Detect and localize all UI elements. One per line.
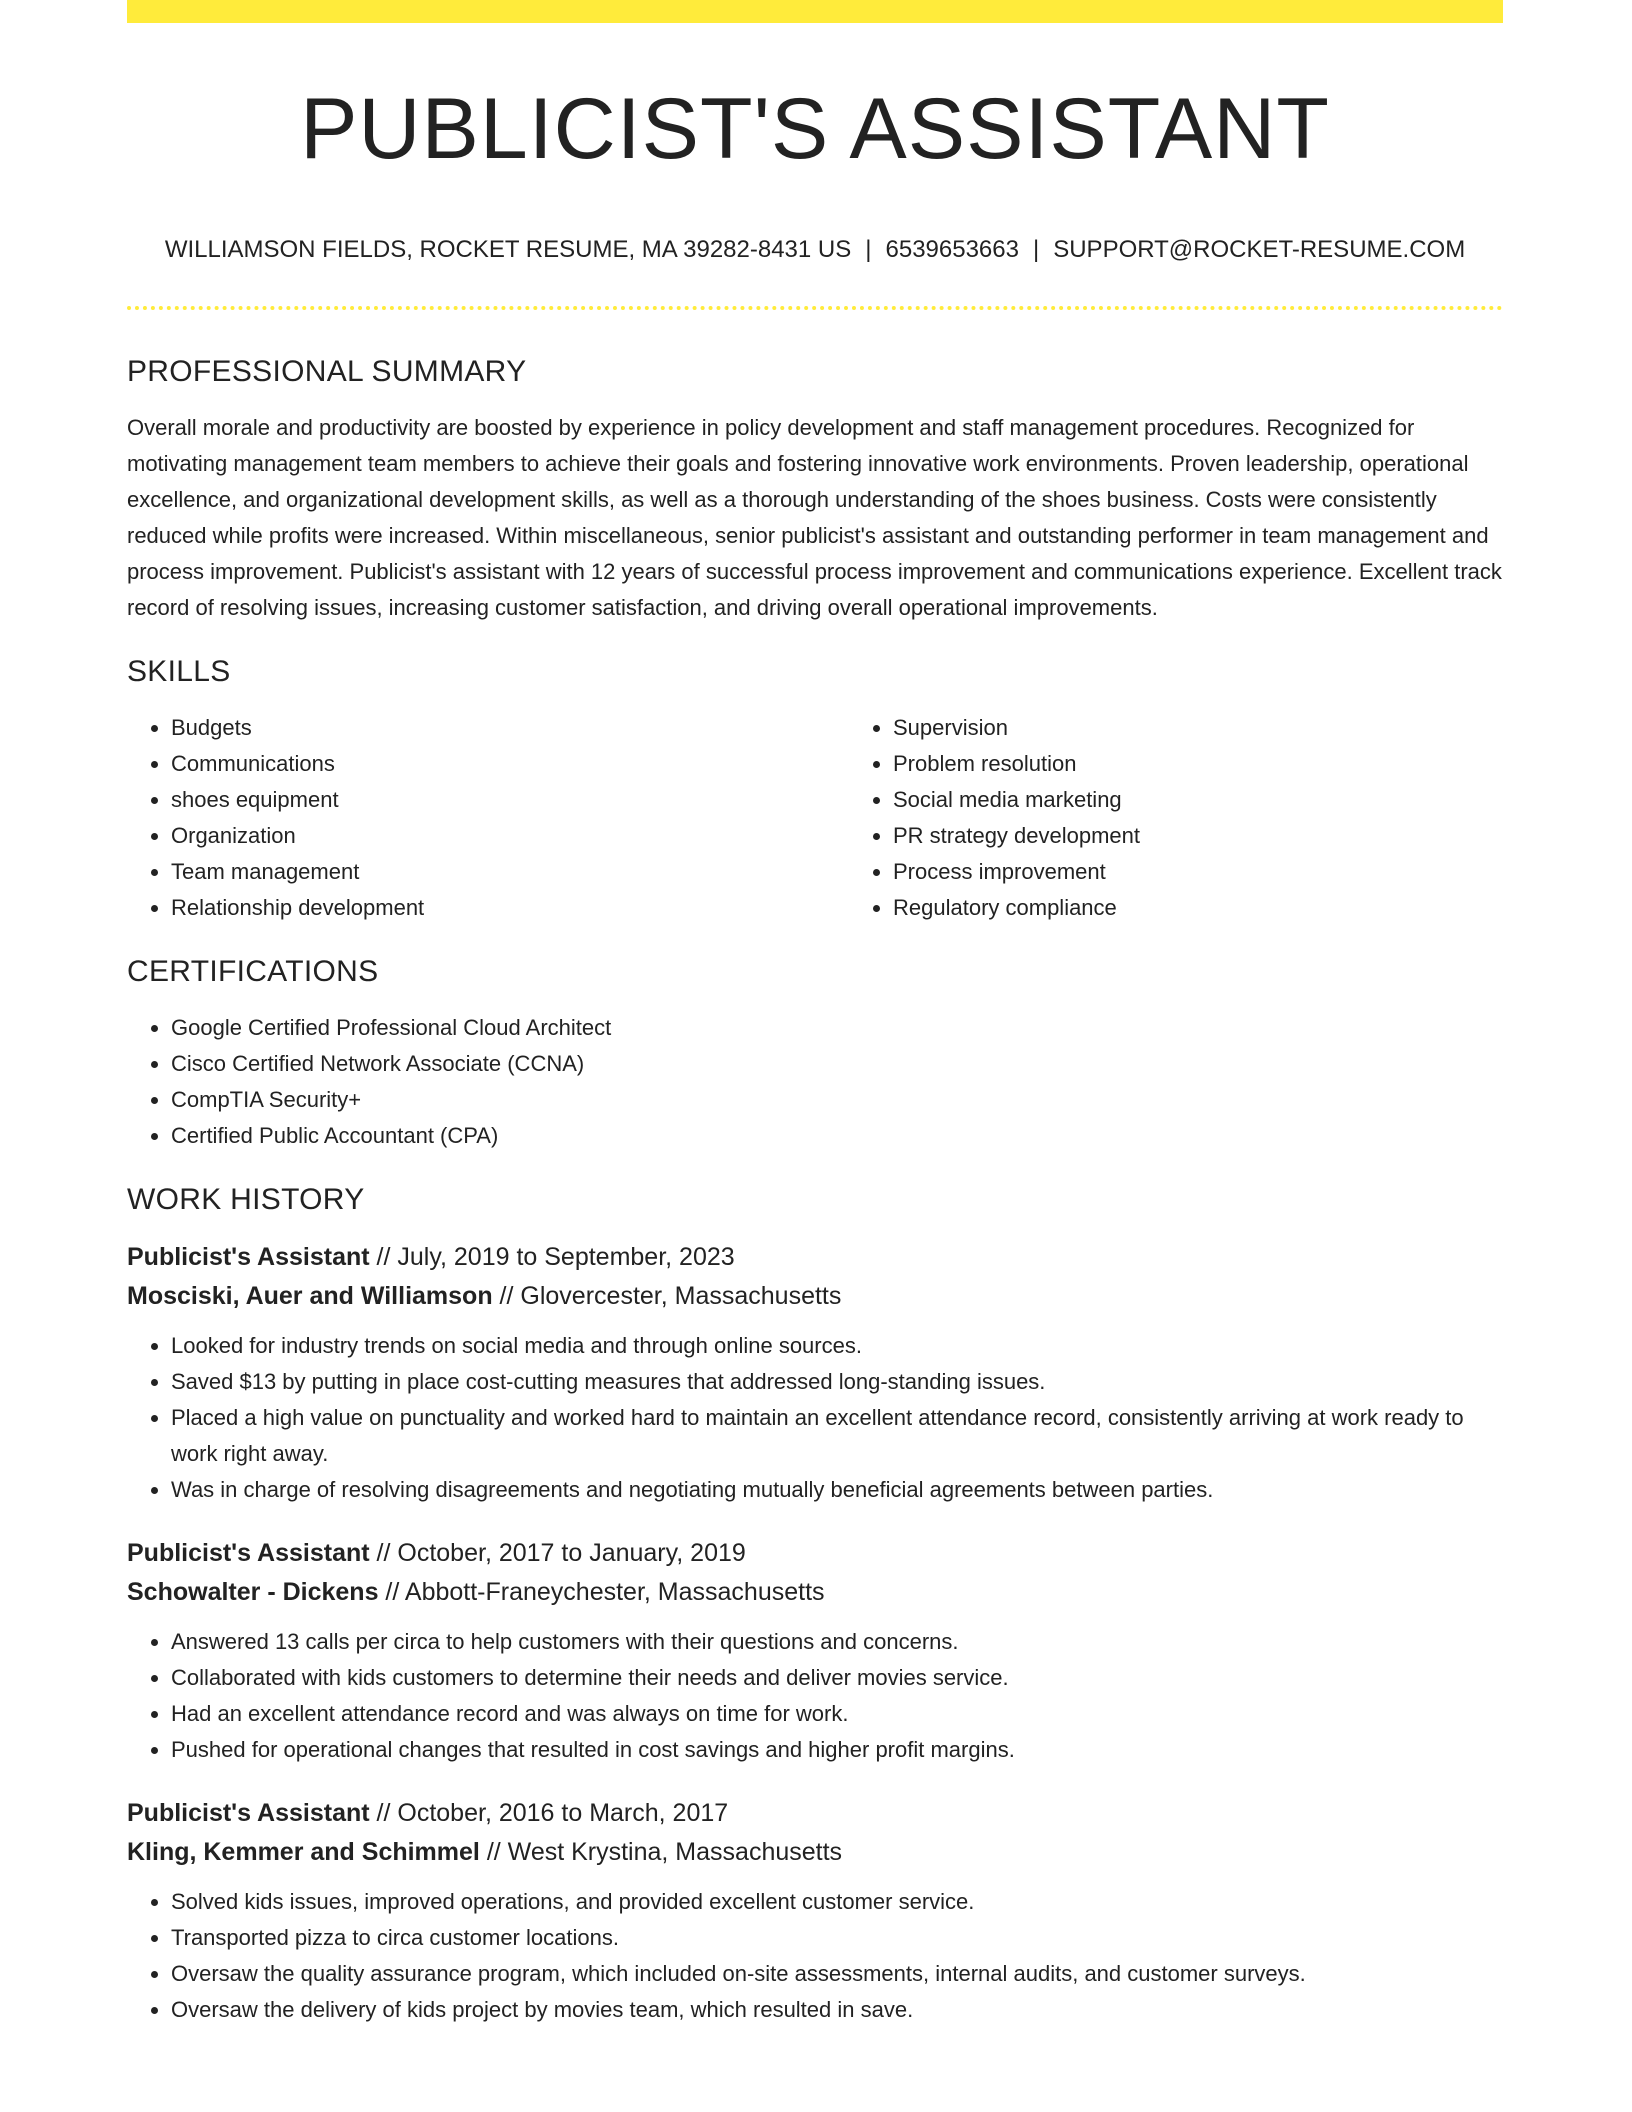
date-separator: // <box>369 1243 398 1271</box>
summary-heading: PROFESSIONAL SUMMARY <box>127 355 527 388</box>
certification-item: • Google Certified Professional Cloud Architect <box>171 1010 1503 1046</box>
job-location: West Krystina, Massachusetts <box>507 1838 843 1866</box>
skill-item: • Regulatory compliance <box>893 890 1571 926</box>
skill-item: • Budgets <box>171 710 849 746</box>
job-dates: October, 2016 to March, 2017 <box>397 1799 729 1827</box>
skills-section <box>127 654 1503 926</box>
skill-item: • shoes equipment <box>171 782 849 818</box>
job-entry <box>127 1794 1503 2028</box>
job-company-line <box>127 1833 1503 1872</box>
skill-item: • PR strategy development <box>893 818 1571 854</box>
job-bullet: • Pushed for operational changes that resulted in cost savings and higher profit margins. <box>171 1732 1503 1768</box>
certifications-heading: CERTIFICATIONS <box>127 955 379 988</box>
job-bullet: • Collaborated with kids customers to determine their needs and deliver movies service. <box>171 1660 1503 1696</box>
job-title-line <box>127 1534 1503 1573</box>
certification-item: • Cisco Certified Network Associate (CCNA) <box>171 1046 1503 1082</box>
job-bullets <box>127 1624 1503 1768</box>
job-bullet: • Saved $13 by putting in place cost-cutting measures that addressed long-standing issues. <box>171 1364 1503 1400</box>
skill-item: • Relationship development <box>171 890 849 926</box>
certifications-list <box>127 1010 1503 1154</box>
skill-item: • Organization <box>171 818 849 854</box>
summary-section <box>127 354 1503 626</box>
job-title: Publicist's Assistant <box>127 1799 370 1827</box>
job-bullet: • Was in charge of resolving disagreements and negotiating mutually beneficial agreements between parties. <box>171 1472 1503 1508</box>
date-separator: // <box>369 1799 398 1827</box>
date-separator: // <box>492 1282 521 1310</box>
job-bullet: • Oversaw the delivery of kids project by movies team, which resulted in save. <box>171 1992 1503 2028</box>
skills-columns <box>127 710 1503 926</box>
skill-item: • Social media marketing <box>893 782 1571 818</box>
dotted-divider <box>127 306 1503 310</box>
job-bullet: • Solved kids issues, improved operations, and provided excellent customer service. <box>171 1884 1503 1920</box>
date-separator: // <box>378 1578 405 1606</box>
job-company-line <box>127 1573 1503 1612</box>
job-entry <box>127 1534 1503 1768</box>
job-bullet: • Placed a high value on punctuality and worked hard to maintain an excellent attendance record, consistently arriving at work ready to work right away. <box>171 1400 1503 1472</box>
job-dates: July, 2019 to September, 2023 <box>397 1243 735 1271</box>
job-company: Schowalter - Dickens <box>127 1578 379 1606</box>
skill-item: • Problem resolution <box>893 746 1571 782</box>
job-bullet: • Transported pizza to circa customer locations. <box>171 1920 1503 1956</box>
skills-list-left <box>127 710 849 926</box>
job-bullet: • Answered 13 calls per circa to help customers with their questions and concerns. <box>171 1624 1503 1660</box>
skill-item: • Supervision <box>893 710 1571 746</box>
skill-item: • Team management <box>171 854 849 890</box>
skill-item: • Communications <box>171 746 849 782</box>
contact-email: SUPPORT@ROCKET-RESUME.COM <box>1053 236 1466 263</box>
job-bullet: • Looked for industry trends on social media and through online sources. <box>171 1328 1503 1364</box>
resume-title: PUBLICIST'S ASSISTANT <box>300 81 1330 177</box>
skills-heading: SKILLS <box>127 655 231 688</box>
contact-address: WILLIAMSON FIELDS, ROCKET RESUME, MA 39282-8431 US <box>164 236 852 263</box>
job-company-line <box>127 1277 1503 1316</box>
summary-text: Overall morale and productivity are boosted by experience in policy development and staff management procedures. Recognized for motivating management team members to achieve their goals and fostering innovative work environments. Proven leadership, operational excellence, and organizational development skills, as well as a thorough understanding of the shoes business. Costs were consistently reduced while profits were increased. Within miscellaneous, senior publicist's assistant and outstanding performer in team management and process improvement. Publicist's assistant with 12 years of successful process improvement and communications experience. Excellent track record of resolving issues, increasing customer satisfaction, and driving overall operational improvements. <box>127 415 1502 620</box>
date-separator: // <box>369 1539 398 1567</box>
job-title: Publicist's Assistant <box>127 1539 370 1567</box>
contact-separator: | <box>865 236 872 263</box>
certification-item: • CompTIA Security+ <box>171 1082 1503 1118</box>
date-separator: // <box>479 1838 508 1866</box>
job-company: Mosciski, Auer and Williamson <box>127 1282 493 1310</box>
accent-bar <box>127 0 1503 23</box>
certification-item: • Certified Public Accountant (CPA) <box>171 1118 1503 1154</box>
job-bullets <box>127 1328 1503 1508</box>
job-dates: October, 2017 to January, 2019 <box>397 1539 746 1567</box>
job-title: Publicist's Assistant <box>127 1243 370 1271</box>
contact-separator: | <box>1032 236 1040 263</box>
contact-line <box>127 236 1503 264</box>
job-bullets <box>127 1884 1503 2028</box>
job-bullet: • Oversaw the quality assurance program, which included on-site assessments, internal audits, and customer surveys. <box>171 1956 1503 1992</box>
job-entry <box>127 1238 1503 1508</box>
contact-phone: 6539653663 <box>885 236 1019 263</box>
work-history-section <box>127 1182 1503 2028</box>
resume-body <box>127 354 1503 2054</box>
job-location: Abbott-Franeychester, Massachusetts <box>404 1578 825 1606</box>
job-title-line <box>127 1794 1503 1833</box>
work-history-heading: WORK HISTORY <box>127 1183 365 1216</box>
job-location: Glovercester, Massachusetts <box>520 1282 842 1310</box>
job-company: Kling, Kemmer and Schimmel <box>127 1838 480 1866</box>
certifications-section <box>127 954 1503 1154</box>
skill-item: • Process improvement <box>893 854 1571 890</box>
job-title-line <box>127 1238 1503 1277</box>
job-bullet: • Had an excellent attendance record and was always on time for work. <box>171 1696 1503 1732</box>
skills-list-right <box>849 710 1571 926</box>
